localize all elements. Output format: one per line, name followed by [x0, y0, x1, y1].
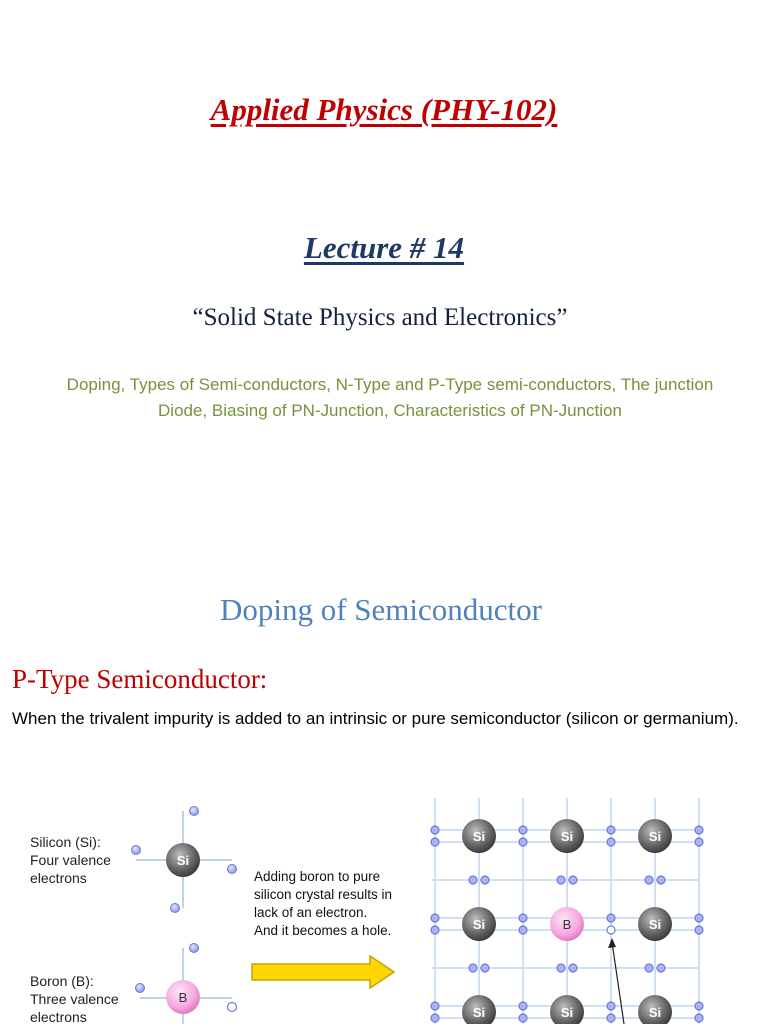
electron-icon: [607, 838, 615, 846]
electron-icon: [469, 964, 477, 972]
electron-icon: [171, 904, 180, 913]
electron-icon: [132, 846, 141, 855]
electron-icon: [228, 865, 237, 874]
electron-icon: [519, 914, 527, 922]
electron-icon: [695, 838, 703, 846]
electron-icon: [657, 876, 665, 884]
right-arrow-icon: [252, 956, 394, 988]
section-description: When the trivalent impurity is added to an intrinsic or pure semiconductor (silicon or germanium).: [12, 709, 739, 728]
doping-caption: Adding boron to pure silicon crystal results in lack of an electron. And it becomes a hole.: [254, 869, 393, 938]
electron-icon: [569, 964, 577, 972]
electron-icon: [695, 914, 703, 922]
boron-symbol: B: [178, 990, 188, 1005]
electron-icon: [519, 826, 527, 834]
electron-icon: [519, 926, 527, 934]
electron-icon: [519, 1002, 527, 1010]
electron-icon: [695, 1014, 703, 1022]
electron-icon: [657, 964, 665, 972]
silicon-symbol: Si: [648, 1005, 662, 1020]
silicon-symbol: Si: [560, 829, 574, 844]
silicon-symbol: Si: [472, 1005, 486, 1020]
electron-icon: [695, 926, 703, 934]
electron-icon: [469, 876, 477, 884]
electron-icon: [431, 914, 439, 922]
electron-icon: [645, 964, 653, 972]
electron-icon: [519, 1014, 527, 1022]
boron-label: Boron (B): Three valence electrons: [30, 973, 119, 1025]
section-heading: Doping of Semiconductor: [219, 592, 542, 627]
electron-icon: [645, 876, 653, 884]
electron-icon: [431, 1014, 439, 1022]
electron-icon: [431, 826, 439, 834]
electron-icon: [607, 1002, 615, 1010]
lecture-title: Lecture # 14: [303, 230, 465, 265]
electron-icon: [481, 876, 489, 884]
electron-icon: [431, 838, 439, 846]
electron-icon: [695, 826, 703, 834]
silicon-symbol: Si: [560, 1005, 574, 1020]
silicon-atom-model: [132, 807, 237, 913]
electron-icon: [136, 984, 145, 993]
electron-icon: [557, 876, 565, 884]
course-title: Applied Physics (PHY-102): [210, 92, 558, 127]
electron-icon: [431, 1002, 439, 1010]
crystal-lattice: [431, 798, 703, 1024]
hole-icon: [228, 1003, 237, 1012]
electron-icon: [519, 838, 527, 846]
electron-icon: [431, 926, 439, 934]
silicon-symbol: Si: [176, 853, 190, 868]
boron-atom-model: [136, 944, 237, 1025]
hole-icon: [607, 926, 615, 934]
electron-icon: [557, 964, 565, 972]
lecture-subtitle: “Solid State Physics and Electronics”: [192, 304, 568, 331]
boron-symbol: B: [562, 917, 572, 932]
silicon-symbol: Si: [472, 829, 486, 844]
silicon-symbol: Si: [648, 829, 662, 844]
electron-icon: [569, 876, 577, 884]
electron-icon: [607, 826, 615, 834]
arrow-head-icon: [608, 938, 616, 948]
electron-icon: [190, 944, 199, 953]
silicon-label: Silicon (Si): Four valence electrons: [30, 834, 111, 886]
silicon-symbol: Si: [648, 917, 662, 932]
electron-icon: [607, 1014, 615, 1022]
silicon-symbol: Si: [472, 917, 486, 932]
electron-icon: [695, 1002, 703, 1010]
electron-icon: [607, 914, 615, 922]
electron-icon: [190, 807, 199, 816]
topics-list: Doping, Types of Semi-conductors, N-Type and P-Type semi-conductors, The junction Diode, Biasing of PN-Junction, Characteristics of PN-Junction: [66, 375, 714, 420]
hole-pointer-line: [612, 942, 624, 1024]
electron-icon: [481, 964, 489, 972]
subsection-heading: P-Type Semiconductor:: [12, 664, 268, 694]
